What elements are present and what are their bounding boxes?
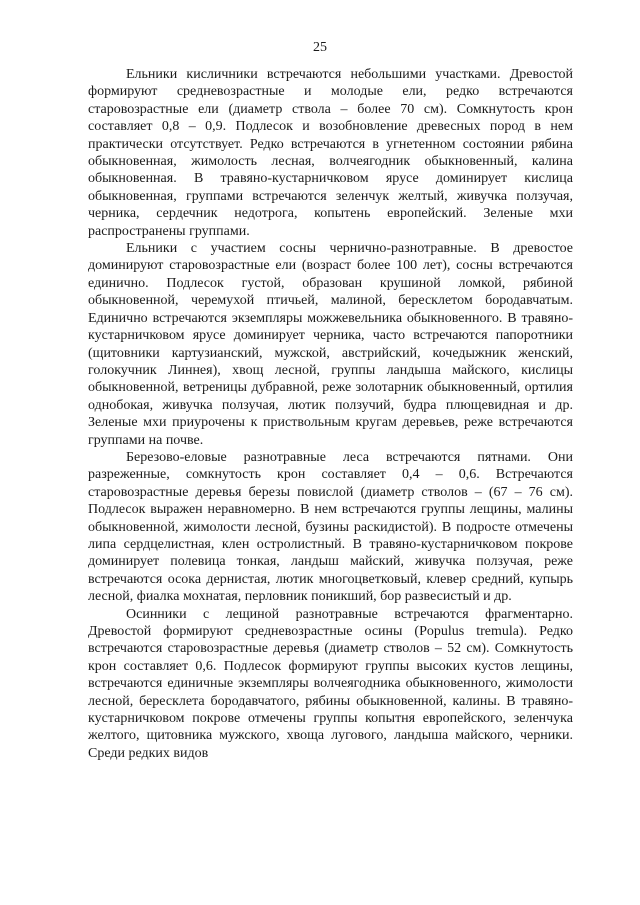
paragraph-spruce-oxalis: Ельники кисличники встречаются небольшими участками. Древостой формируют средневозрастные и молодые ели, редко встречаются старовозрастные ели (диаметр ствола – более 70 см). Сомкнутость крон составляет 0,8 – 0,9. Подлесок и возобновление древесных пород в нем практически отсутствует. Редко встречаются в угнетенном состоянии рябина обыкновенная, жимолость лесная, волчеягодник обыкновенный, калина обыкновенная. В травяно-кустарничковом ярусе доминирует кислица обыкновенная, группами встречаются зеленчук желтый, живучка ползучая, черника, сердечник недотрога, копытень европейский. Зеленые мхи распространены группами. (88, 67, 573, 239)
paragraph-birch-spruce: Березово-еловые разнотравные леса встречаются пятнами. Они разреженные, сомкнутость крон составляет 0,4 – 0,6. Встречаются старовозрастные деревья березы повислой (диаметр стволов – (67 – 76 см). Подлесок выражен неравномерно. В нем встречаются группы лещины, малины обыкновенной, жимолости лесной, бузины раскидистой). В подросте отмечены липа сердцелистная, клен остролистный. В травяно-кустарничковом покрове доминирует полевица тонкая, ландыш майский, живучка ползучая, реже встречаются осока дернистая, лютик многоцветковый, клевер средний, купырь лесной, фиалка мохнатая, перловник поникший, бор развесистый и др. (88, 449, 573, 605)
body-text (88, 66, 573, 762)
paragraph-spruce-pine: Ельники с участием сосны чернично-разнотравные. В древостое доминируют старовозрастные ели (возраст более 100 лет), сосны встречаются единично. Подлесок густой, образован крушиной ломкой, рябиной обыкновенной, черемухой птичьей, малиной, бересклетом бородавчатым. Единично встречаются экземпляры можжевельника обыкновенного. В травяно-кустарничковом ярусе доминирует черника, часто встречаются папоротники (щитовники картузианский, мужской, австрийский, кочедыжник женский, голокучник Линнея), хвощ лесной, группы ландыша майского, кислицы обыкновенной, ветреницы дубравной, реже золотарник обыкновенный, ортилия однобокая, живучка ползучая, лютик ползучий, будра плющевидная и др. Зеленые мхи приурочены к приствольным кругам деревьев, реже встречаются группами на почве. (88, 241, 573, 448)
paragraph-aspen-hazel: Осинники с лещиной разнотравные встречаются фрагментарно. Древостой формируют средневозрастные осины (Populus tremula). Редко встречаются старовозрастные деревья (диаметр стволов – 52 см). Сомкнутость крон составляет 0,6. Подлесок формируют группы высоких кустов лещины, встречаются единичные экземпляры волчеягодника обыкновенного, жимолости лесной, бересклета бородавчатого, рябины обыкновенной, калины. В травяно-кустарничковом покрове отмечены группы копытня европейского, зеленчука желтого, щитовника мужского, хвоща лугового, ландыша майского, черники. Среди редких видов (88, 606, 573, 761)
page-number: 25 (313, 40, 327, 55)
